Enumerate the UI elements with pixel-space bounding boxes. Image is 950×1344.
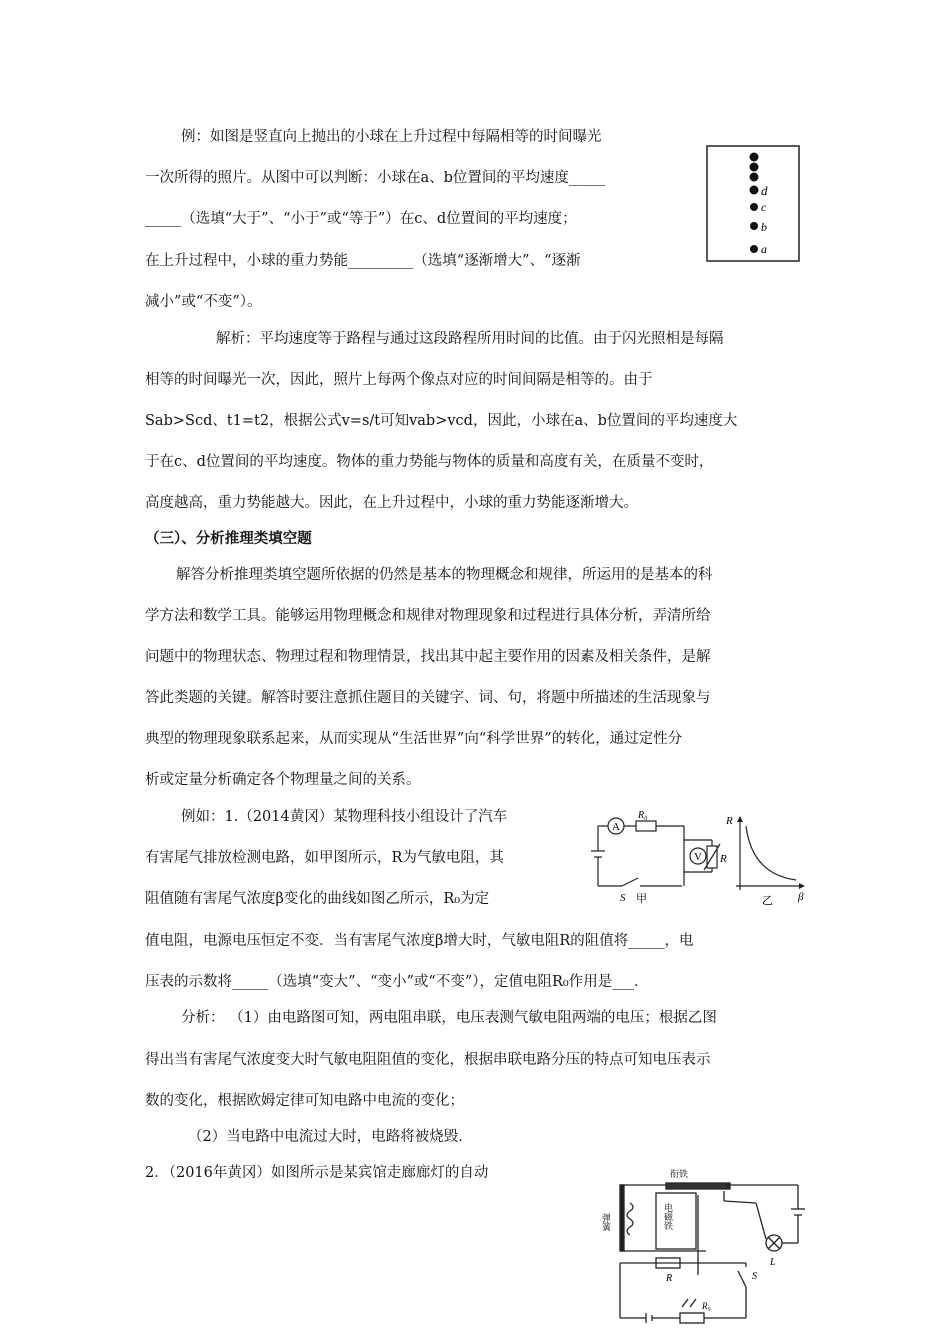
ball-c <box>750 203 758 211</box>
graph-x-label: β <box>798 891 804 903</box>
example2-line-5: 压表的示数将_____（选填“变大”、“变小”或“不变”），定值电阻R₀作用是___． <box>145 974 649 990</box>
example3-line-1: 2．（2016年黄冈）如图所示是某宾馆走廊廊灯的自动 <box>145 1165 489 1181</box>
graph-y-label: R <box>726 815 733 827</box>
example1-line-1: 例：如图是竖直向上抛出的小球在上升过程中每隔相等的时间曝光 <box>181 129 602 145</box>
ball-a <box>750 245 758 253</box>
label-d: d <box>761 183 768 198</box>
section3-line-5: 典型的物理现象联系起来，从而实现从“生活世界”向“科学世界”的转化，通过定性分 <box>145 731 683 747</box>
example1-line-4: 在上升过程中，小球的重力势能_________（选填“逐渐增大”、“逐渐 <box>145 253 581 269</box>
r-label: R <box>720 853 727 865</box>
switch-label: S <box>620 892 626 904</box>
electromagnet-label: 电磁铁 <box>663 1203 673 1230</box>
relay-r0-label: R₀ <box>702 1301 711 1311</box>
example1-line-2: 一次所得的照片。从图中可以判断：小球在a、b位置间的平均速度_____ <box>145 170 606 186</box>
section3-line-6: 析或定量分析确定各个物理量之间的关系。 <box>145 772 421 788</box>
ball-top-1 <box>750 153 759 162</box>
analysis1-line-4: 于在c、d位置间的平均速度。物体的重力势能与物体的质量和高度有关，在质量不变时， <box>145 454 714 470</box>
ball-top-2 <box>750 163 759 172</box>
lamp-label: L <box>770 1257 776 1268</box>
strobe-photo-figure <box>706 145 800 262</box>
gas-sensor-circuit-figure <box>586 808 810 906</box>
label-c: c <box>761 200 767 214</box>
analysis2-line-2: 得出当有害尾气浓度变大时气敏电阻阻值的变化，根据串联电路分压的特点可知电压表示 <box>145 1052 711 1068</box>
section3-line-4: 答此类题的关键。解答时要注意抓住题目的关键字、词、句，将题中所描述的生活现象与 <box>145 690 711 706</box>
analysis1-line-5: 高度越高，重力势能越大。因此，在上升过程中，小球的重力势能逐渐增大。 <box>145 495 638 511</box>
yi-label: 乙 <box>762 895 773 907</box>
analysis2-line-3: 数的变化，根据欧姆定律可知电路中电流的变化； <box>145 1093 464 1109</box>
ball-top-3 <box>750 173 759 182</box>
example2-line-1: 例如：1.（2014黄冈）某物理科技小组设计了汽车 <box>181 809 508 825</box>
analysis2-line-1: 分析： （1）由电路图可知，两电阻串联，电压表测气敏电阻两端的电压；根据乙图 <box>181 1010 717 1026</box>
section3-line-3: 问题中的物理状态、物理过程和物理情景，找出其中起主要作用的因素及相关条件，是解 <box>145 649 711 665</box>
analysis2-line-4: （2）当电路中电流过大时，电路将被烧毁． <box>188 1129 473 1145</box>
section3-line-1: 解答分析推理类填空题所依据的仍然是基本的物理概念和规律，所运用的是基本的科 <box>176 567 713 583</box>
analysis1-line-1: 解析：平均速度等于路程与通过这段路程所用时间的比值。由于闪光照相是每隔 <box>216 331 724 347</box>
analysis1-line-3: Sab>Scd、t1=t2，根据公式v=s/t可知vab>vcd，因此，小球在a、b位置间的平均速度大 <box>145 413 738 429</box>
ammeter-label: A <box>612 821 620 833</box>
voltmeter-label: V <box>694 851 702 863</box>
ball-b <box>750 222 758 230</box>
section3-line-2: 学方法和数学工具。能够运用物理概念和规律对物理现象和过程进行具体分析，弄清所给 <box>145 608 711 624</box>
spring-label: 弹簧 <box>601 1213 611 1231</box>
relay-r-label: R <box>666 1273 673 1284</box>
r0-label: R₀ <box>638 810 648 821</box>
ball-d <box>750 186 759 195</box>
example1-line-5: 减小”或“不变”）。 <box>145 294 262 310</box>
jia-label: 甲 <box>636 893 647 905</box>
armature-label: 衔铁 <box>670 1169 689 1179</box>
example2-line-3: 阻值随有害尾气浓度β变化的曲线如图乙所示，R₀为定 <box>145 891 490 907</box>
analysis1-line-2: 相等的时间曝光一次，因此，照片上每两个像点对应的时间间隔是相等的。由于 <box>145 372 653 388</box>
relay-circuit-figure <box>601 1163 806 1333</box>
relay-s-label: S <box>752 1271 757 1282</box>
label-a: a <box>761 242 767 256</box>
example2-line-4: 值电阻，电源电压恒定不变．当有害尾气浓度β增大时，气敏电阻R的阻值将_____，电 <box>145 933 694 949</box>
label-b: b <box>761 220 767 234</box>
example1-line-3: _____（选填“大于”、“小于”或“等于”）在c、d位置间的平均速度； <box>145 211 577 227</box>
example2-line-2: 有害尾气排放检测电路，如甲图所示，R为气敏电阻，其 <box>145 850 504 866</box>
section3-heading: （三）、分析推理类填空题 <box>145 531 312 547</box>
